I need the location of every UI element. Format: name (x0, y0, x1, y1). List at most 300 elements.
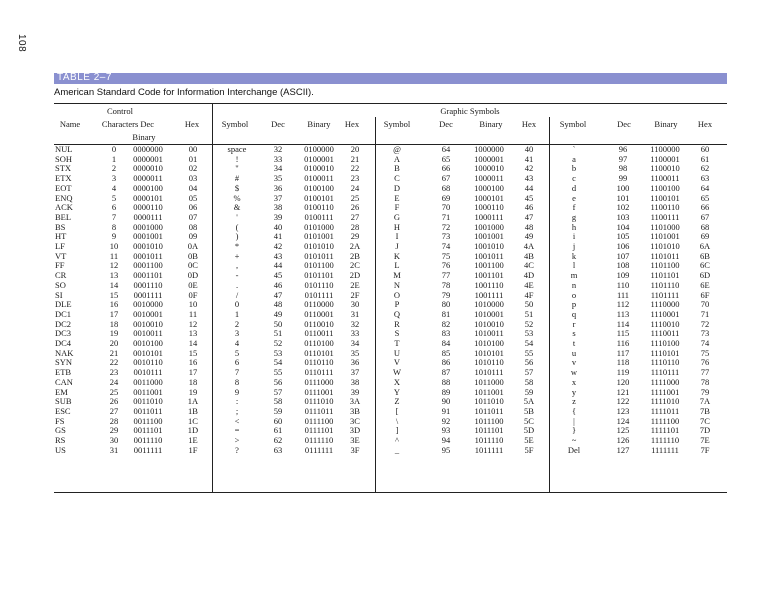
control-name-cell: ENQ (55, 192, 73, 203)
control-binary-cell: 0011010 (133, 396, 163, 407)
graphic-hex-cell: 21 (350, 153, 360, 164)
control-hex-cell: 1C (188, 415, 198, 426)
control-hex-cell: 0C (188, 260, 198, 271)
graphic-dec-cell: 38 (273, 202, 283, 213)
graphic-binary-cell: 1111011 (650, 405, 680, 416)
graphic-hex-cell: 7E (700, 435, 710, 445)
graphic-symbol-cell: ~ (571, 435, 577, 445)
graphic-symbol-cell: ' (236, 211, 238, 222)
graphic-binary-cell: 0110010 (304, 318, 334, 329)
graphic-hex-cell: 2A (349, 241, 361, 251)
graphic-hex-cell: 25 (350, 192, 360, 203)
table-bottom-rule (54, 492, 727, 493)
control-graphic-divider (212, 103, 213, 492)
graphic-symbol-cell: $ (234, 182, 240, 193)
graphic-dec-cell: 88 (441, 376, 451, 387)
graphic-hex-cell: 6F (700, 289, 710, 300)
graphic-symbol-cell: T (394, 338, 400, 348)
graphic-binary-cell: 0111000 (304, 376, 334, 387)
table-caption: American Standard Code for Information Interchange (ASCII). (54, 87, 314, 98)
graphic-symbol-cell: 3 (234, 328, 240, 339)
graphic-dec-cell: 114 (616, 318, 630, 329)
control-name-cell: FF (55, 260, 65, 271)
graphic-binary-cell: 0111111 (304, 444, 334, 455)
graphic-dec-cell: 36 (273, 182, 283, 193)
graphic-symbol-cell: d (571, 182, 577, 193)
control-binary-cell: 0001001 (133, 231, 163, 242)
control-dec-cell: 0 (111, 144, 117, 154)
graphic-hex-cell: 63 (700, 173, 710, 184)
graphic-binary-cell: 1001011 (474, 250, 504, 261)
graphic-hex-cell: 4C (524, 260, 534, 271)
graphic-symbol-cell: r (572, 318, 576, 329)
graphic-binary-cell: 0111110 (304, 435, 334, 445)
control-dec-cell: 17 (109, 308, 119, 319)
graphic-hex-cell: 24 (350, 182, 360, 193)
graphic-dec-cell: 61 (273, 425, 283, 436)
control-hex-cell: 1D (187, 425, 199, 436)
control-binary-cell: 0010111 (133, 367, 163, 378)
graphic-hex-cell: 50 (524, 299, 534, 310)
graphic-symbol-cell: ) (235, 231, 239, 242)
header-control-binary: Binary (132, 132, 156, 142)
graphic-hex-cell: 3C (350, 415, 360, 426)
control-hex-cell: 18 (188, 376, 198, 387)
control-binary-cell: 0011100 (133, 415, 163, 426)
graphic-symbol-cell: u (571, 347, 577, 358)
graphic-dec-cell: 121 (616, 386, 630, 397)
control-dec-cell: 25 (109, 386, 119, 397)
graphic-dec-cell: 76 (441, 260, 451, 271)
graphic-hex-cell: 38 (350, 376, 360, 387)
graphic-symbol-cell: B (394, 163, 400, 174)
graphic-hex-cell: 3B (350, 405, 360, 416)
graphic-dec-cell: 126 (616, 435, 630, 445)
graphic-hex-cell: 51 (524, 308, 534, 319)
graphic-symbol-cell: * (234, 241, 240, 251)
graphic-symbol-cell: 6 (234, 357, 240, 368)
graphic-symbol-cell: ! (235, 153, 239, 164)
graphic-symbol-cell: ] (395, 425, 399, 436)
header-control-chars-dec: Characters Dec (101, 119, 155, 129)
graphic-binary-cell: 1001110 (474, 279, 504, 290)
graphic-binary-cell: 1001101 (474, 270, 504, 281)
graphic-dec-cell: 122 (616, 396, 630, 407)
graphic-hex-cell: 67 (700, 211, 710, 222)
control-name-cell: HT (55, 231, 67, 242)
control-name-cell: EOT (55, 182, 72, 193)
graphic-dec-cell: 120 (616, 376, 630, 387)
control-hex-cell: 08 (188, 221, 198, 232)
control-binary-cell: 0000110 (133, 202, 163, 213)
graphic-binary-cell: 1001100 (474, 260, 504, 271)
graphic-dec-cell: 96 (618, 144, 628, 154)
graphic-binary-cell: 1011011 (474, 405, 504, 416)
graphic-symbol-cell: o (571, 289, 577, 300)
graphic-dec-cell: 75 (441, 250, 451, 261)
graphic-binary-cell: 0110110 (304, 357, 334, 368)
control-dec-cell: 27 (109, 405, 119, 416)
graphic-binary-cell: 1010101 (474, 347, 504, 358)
graphic-dec-cell: 44 (273, 260, 283, 271)
control-hex-cell: 09 (188, 231, 198, 242)
page-number: 108 (16, 34, 27, 53)
graphic-hex-cell: 31 (350, 308, 360, 319)
graphic-dec-cell: 64 (441, 144, 451, 154)
graphic-binary-cell: 0101100 (304, 260, 334, 271)
graphic-hex-cell: 20 (350, 144, 360, 154)
graphic-symbol-cell: ^ (395, 435, 399, 445)
graphic-hex-cell: 4F (524, 289, 534, 300)
graphic-dec-cell: 95 (441, 444, 451, 455)
graphic-symbol-cell: M (393, 270, 401, 281)
graphic-binary-cell: 1100100 (650, 182, 680, 193)
graphic-dec-cell: 68 (441, 182, 451, 193)
graphic-symbol-cell: # (234, 173, 240, 184)
graphic-binary-cell: 1111110 (650, 435, 680, 445)
graphic-dec-cell: 83 (441, 328, 451, 339)
graphic-binary-cell: 1000001 (474, 153, 504, 164)
control-dec-cell: 5 (111, 192, 117, 203)
graphic-symbol-cell: W (392, 367, 402, 378)
graphic-dec-cell: 50 (273, 318, 283, 329)
graphic-symbol-cell: & (233, 202, 241, 213)
graphic-hex-cell: 60 (700, 144, 710, 154)
control-name-cell: US (55, 444, 66, 455)
graphic-symbol-cell: , (235, 260, 239, 271)
control-binary-cell: 0000001 (133, 153, 163, 164)
graphic-dec-cell: 54 (273, 357, 283, 368)
control-name-cell: CAN (55, 376, 73, 387)
control-name-cell: LF (55, 241, 65, 251)
graphic-symbol-cell: : (235, 396, 239, 407)
graphic-hex-cell: 48 (524, 221, 534, 232)
control-hex-cell: 06 (188, 202, 198, 213)
graphic-binary-cell: 0111001 (304, 386, 334, 397)
control-name-cell: VT (55, 250, 67, 261)
graphic-symbol-cell: = (234, 425, 240, 436)
graphic-binary-cell: 0110111 (304, 367, 334, 378)
graphic-hex-cell: 68 (700, 221, 710, 232)
control-name-cell: DC4 (55, 338, 72, 348)
graphic-hex-cell: 62 (700, 163, 710, 174)
graphic-dec-cell: 92 (441, 415, 451, 426)
graphic-symbol-cell: } (571, 425, 577, 436)
graphic-hex-cell: 58 (524, 376, 534, 387)
control-name-cell: BEL (55, 211, 72, 222)
graphic-hex-cell: 36 (350, 357, 360, 368)
graphic-dec-cell: 67 (441, 173, 451, 184)
control-binary-cell: 0010011 (133, 328, 163, 339)
graphic-hex-cell: 66 (700, 202, 710, 213)
graphic-hex-cell: 74 (700, 338, 710, 348)
graphic-dec-cell: 66 (441, 163, 451, 174)
graphic-symbol-cell: 5 (234, 347, 240, 358)
graphic-dec-cell: 85 (441, 347, 451, 358)
graphic-symbol-cell: g (571, 211, 577, 222)
graphic-dec-cell: 60 (273, 415, 283, 426)
control-dec-cell: 26 (109, 396, 119, 407)
graphic-hex-cell: 75 (700, 347, 710, 358)
graphic-symbol-cell: S (394, 328, 400, 339)
graphic-symbol-cell: / (235, 289, 239, 300)
control-hex-cell: 07 (188, 211, 198, 222)
graphic-hex-cell: 5B (524, 405, 534, 416)
control-dec-cell: 24 (109, 376, 119, 387)
graphic-hex-cell: 46 (524, 202, 534, 213)
graphic-binary-cell: 0111101 (304, 425, 334, 436)
graphic-binary-cell: 0111100 (304, 415, 334, 426)
control-binary-cell: 0001111 (133, 289, 163, 300)
graphic-symbol-cell: ( (235, 221, 239, 232)
graphic-hex-cell: 77 (700, 367, 710, 378)
graphic-symbol-cell: C (394, 173, 400, 184)
graphic-binary-cell: 1000111 (474, 211, 504, 222)
graphic-binary-cell: 1010011 (474, 328, 504, 339)
graphic-hex-cell: 22 (350, 163, 360, 174)
graphic-binary-cell: 0101110 (304, 279, 334, 290)
graphic-binary-cell: 1110011 (650, 328, 680, 339)
control-hex-cell: 01 (188, 153, 198, 164)
control-binary-cell: 0001000 (133, 221, 163, 232)
header-block2-symbol: Symbol (383, 119, 411, 129)
graphic-symbol-cell: ? (235, 444, 239, 455)
graphic-hex-cell: 7A (699, 396, 711, 407)
graphic-hex-cell: 2C (350, 260, 360, 271)
control-name-cell: FS (55, 415, 65, 426)
graphic-dec-cell: 51 (273, 328, 283, 339)
table-title-bar (54, 73, 727, 84)
graphic-hex-cell: 78 (700, 376, 710, 387)
graphic-binary-cell: 1010001 (474, 308, 504, 319)
graphic-symbol-cell: 7 (234, 367, 240, 378)
graphic-dec-cell: 115 (616, 328, 630, 339)
control-dec-cell: 3 (111, 173, 117, 184)
control-hex-cell: 05 (188, 192, 198, 203)
graphic-symbol-cell: ` (572, 144, 576, 154)
header-name: Name (59, 119, 81, 129)
graphic-symbol-cell: s (572, 328, 576, 339)
header-block3-hex: Hex (697, 119, 713, 129)
graphic-dec-cell: 56 (273, 376, 283, 387)
control-hex-cell: 15 (188, 347, 198, 358)
control-hex-cell: 1B (188, 405, 198, 416)
graphic-binary-cell: 1110111 (650, 367, 680, 378)
graphic-symbol-cell: H (393, 221, 401, 232)
graphic-binary-cell: 1011001 (474, 386, 504, 397)
graphic-dec-cell: 48 (273, 299, 283, 310)
graphic-hex-cell: 79 (700, 386, 710, 397)
control-name-cell: SUB (55, 396, 72, 407)
graphic-binary-cell: 1010010 (474, 318, 504, 329)
graphic-dec-cell: 91 (441, 405, 451, 416)
table-top-rule (54, 103, 727, 104)
graphic-symbol-cell: v (571, 357, 577, 368)
graphic-binary-cell: 1100101 (650, 192, 680, 203)
graphic-binary-cell: 0101101 (304, 270, 334, 281)
graphic-dec-cell: 77 (441, 270, 451, 281)
graphic-symbol-cell: L (394, 260, 400, 271)
control-dec-cell: 4 (111, 182, 117, 193)
graphic-symbol-cell: N (393, 279, 401, 290)
graphic-binary-cell: 1101010 (650, 241, 680, 251)
graphic-dec-cell: 73 (441, 231, 451, 242)
control-hex-cell: 0F (188, 289, 198, 300)
graphic-symbol-cell: O (393, 289, 401, 300)
control-binary-cell: 0001010 (133, 241, 163, 251)
graphic-symbol-cell: 0 (234, 299, 240, 310)
graphic-dec-cell: 116 (616, 338, 630, 348)
graphic-binary-cell: 1001010 (474, 241, 504, 251)
graphic-hex-cell: 5C (524, 415, 534, 426)
graphic-symbol-cell: a (572, 153, 576, 164)
graphic-hex-cell: 65 (700, 192, 710, 203)
graphic-symbol-cell: % (233, 192, 241, 203)
graphic-hex-cell: 3D (349, 425, 361, 436)
graphic-symbol-cell: space (227, 144, 247, 154)
graphic-binary-cell: 1110000 (650, 299, 680, 310)
control-name-cell: SOH (55, 153, 73, 164)
control-binary-cell: 0000011 (133, 173, 163, 184)
graphic-symbol-cell: 9 (234, 386, 240, 397)
header-block2-hex: Hex (521, 119, 537, 129)
graphic-hex-cell: 3E (350, 435, 360, 445)
graphic-dec-cell: 89 (441, 386, 451, 397)
graphic-binary-cell: 1011000 (474, 376, 504, 387)
graphic-hex-cell: 7D (699, 425, 711, 436)
graphic-binary-cell: 1000110 (474, 202, 504, 213)
control-binary-cell: 0010000 (133, 299, 163, 310)
control-dec-cell: 20 (109, 338, 119, 348)
control-binary-cell: 0010110 (133, 357, 163, 368)
graphic-dec-cell: 119 (616, 367, 630, 378)
graphic-hex-cell: 2B (350, 250, 360, 261)
graphic-dec-cell: 74 (441, 241, 451, 251)
graphic-dec-cell: 65 (441, 153, 451, 164)
control-name-cell: ACK (55, 202, 73, 213)
graphic-symbol-cell: Del (567, 444, 581, 455)
graphic-hex-cell: 70 (700, 299, 710, 310)
group-header-graphic: Graphic Symbols (440, 106, 500, 116)
graphic-binary-cell: 1100110 (650, 202, 680, 213)
graphic-dec-cell: 52 (273, 338, 283, 348)
graphic-dec-cell: 39 (273, 211, 283, 222)
graphic-binary-cell: 1110010 (650, 318, 680, 329)
graphic-binary-cell: 0110100 (304, 338, 334, 348)
graphic-symbol-cell: F (394, 202, 400, 213)
graphic-binary-cell: 1000011 (474, 173, 504, 184)
graphic-binary-cell: 1011110 (474, 435, 504, 445)
graphic-dec-cell: 109 (616, 270, 630, 281)
graphic-binary-cell: 1100111 (650, 211, 680, 222)
graphic-binary-cell: 1010000 (474, 299, 504, 310)
graphic-hex-cell: 30 (350, 299, 360, 310)
header-block3-dec: Dec (617, 119, 631, 129)
control-binary-cell: 0010101 (133, 347, 163, 358)
control-name-cell: RS (55, 435, 66, 445)
control-dec-cell: 2 (111, 163, 117, 174)
control-name-cell: SO (55, 279, 66, 290)
graphic-symbol-cell: c (572, 173, 576, 184)
graphic-symbol-cell: < (234, 415, 240, 426)
graphic-symbol-cell: l (572, 260, 576, 271)
graphic-hex-cell: 73 (700, 328, 710, 339)
graphic-symbol-cell: w (570, 367, 578, 378)
graphic-hex-cell: 35 (350, 347, 360, 358)
graphic-binary-cell: 1000000 (474, 144, 504, 154)
graphic-symbol-cell: @ (393, 144, 401, 154)
graphic-dec-cell: 103 (616, 211, 630, 222)
graphic-hex-cell: 6A (699, 241, 711, 251)
graphic-hex-cell: 6D (699, 270, 711, 281)
header-block1-symbol: Symbol (221, 119, 249, 129)
graphic-dec-cell: 82 (441, 318, 451, 329)
graphic-hex-cell: 72 (700, 318, 710, 329)
graphic-symbol-cell: x (571, 376, 577, 387)
control-dec-cell: 7 (111, 211, 117, 222)
graphic-hex-cell: 5D (523, 425, 535, 436)
graphic-dec-cell: 49 (273, 308, 283, 319)
graphic-binary-cell: 1101100 (650, 260, 680, 271)
graphic-hex-cell: 7F (700, 444, 710, 455)
control-name-cell: GS (55, 425, 66, 436)
graphic-hex-cell: 5A (523, 396, 535, 407)
graphic-hex-cell: 4E (524, 279, 534, 290)
graphic-hex-cell: 59 (524, 386, 534, 397)
graphic-binary-cell: 0111010 (304, 396, 334, 407)
graphic-binary-cell: 1010111 (474, 367, 504, 378)
graphic-binary-cell: 1000100 (474, 182, 504, 193)
graphic-symbol-cell: f (572, 202, 576, 213)
graphic-dec-cell: 58 (273, 396, 283, 407)
graphic-dec-cell: 46 (273, 279, 283, 290)
graphic-dec-cell: 102 (616, 202, 630, 213)
control-dec-cell: 6 (111, 202, 117, 213)
control-dec-cell: 10 (109, 241, 119, 251)
graphic-hex-cell: 71 (700, 308, 710, 319)
graphic-binary-cell: 1100011 (650, 173, 680, 184)
control-dec-cell: 21 (109, 347, 119, 358)
control-binary-cell: 0011011 (133, 405, 163, 416)
graphic-dec-cell: 112 (616, 299, 630, 310)
graphic-symbol-cell: 2 (234, 318, 240, 329)
control-hex-cell: 12 (188, 318, 198, 329)
control-name-cell: NUL (55, 144, 73, 154)
graphic-hex-cell: 61 (700, 153, 710, 164)
graphic-symbol-cell: A (393, 153, 401, 164)
graphic-binary-cell: 1011111 (474, 444, 504, 455)
graphic-dec-cell: 118 (616, 357, 630, 368)
graphic-binary-cell: 1011010 (474, 396, 504, 407)
graphic-symbol-cell: " (235, 163, 239, 174)
graphic-hex-cell: 5E (524, 435, 534, 445)
graphic-hex-cell: 44 (524, 182, 534, 193)
control-binary-cell: 0001101 (133, 270, 163, 281)
control-name-cell: ETX (55, 173, 72, 184)
graphic-hex-cell: 26 (350, 202, 360, 213)
graphic-dec-cell: 62 (273, 435, 283, 445)
graphic-dec-cell: 41 (273, 231, 283, 242)
header-block2-binary: Binary (479, 119, 503, 129)
graphic-hex-cell: 42 (524, 163, 534, 174)
graphic-symbol-cell: { (571, 405, 577, 416)
control-hex-cell: 1E (188, 435, 198, 445)
graphic-dec-cell: 111 (616, 289, 630, 300)
graphic-hex-cell: 32 (350, 318, 360, 329)
graphic-symbol-cell: 4 (234, 338, 240, 348)
block-divider-1 (375, 117, 376, 492)
control-binary-cell: 0011001 (133, 386, 163, 397)
